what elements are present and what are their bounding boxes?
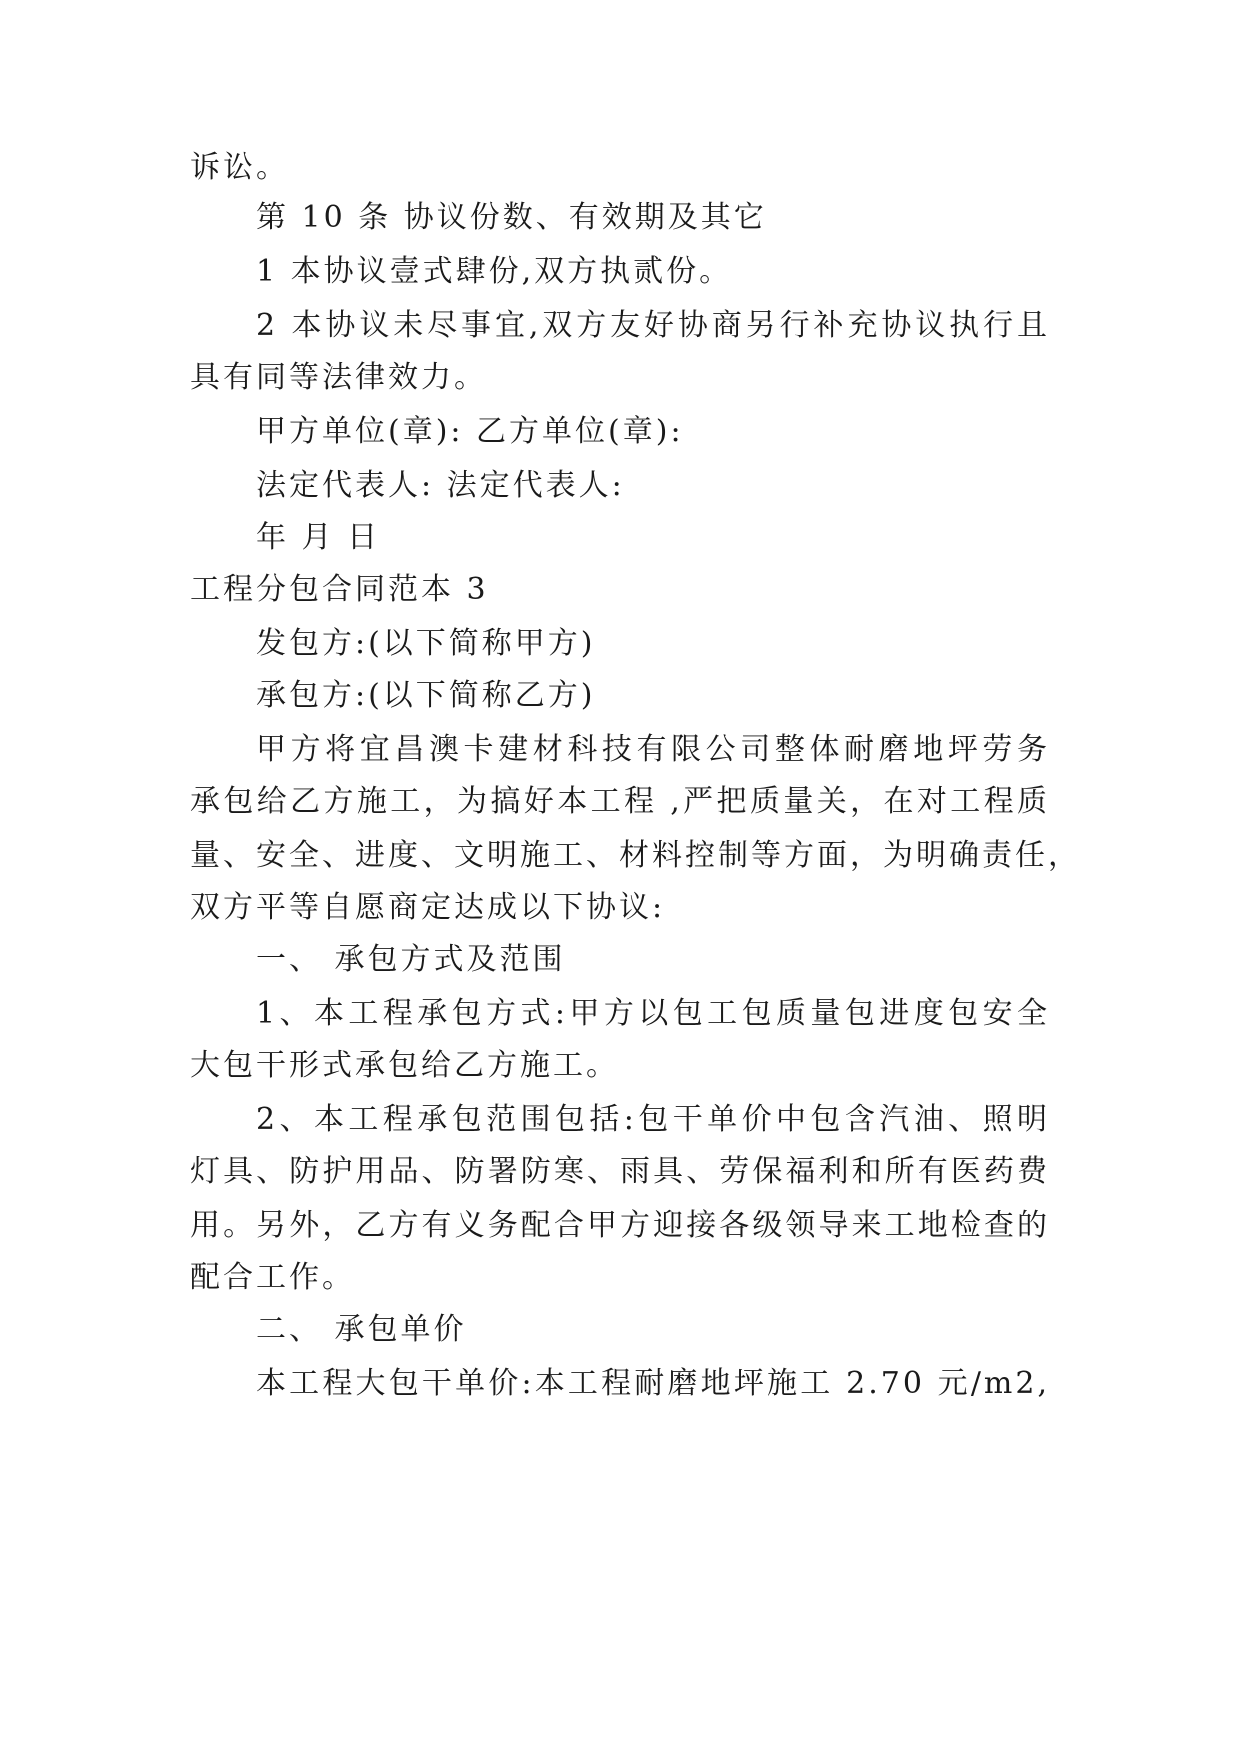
text-line: 配合工作。: [190, 1260, 355, 1295]
text-line: 诉讼。: [190, 150, 289, 185]
section-heading: 一、 承包方式及范围: [256, 942, 566, 977]
party-line: 发包方:(以下简称甲方): [256, 626, 596, 661]
date-line: 年 月 日: [256, 520, 381, 555]
text-line: 1 本协议壹式肆份,双方执贰份。: [256, 254, 733, 289]
party-line: 承包方:(以下简称乙方): [256, 678, 596, 713]
text-line: 用。另外，乙方有义务配合甲方迎接各级领导来工地检查的: [190, 1208, 1050, 1243]
text-line: 具有同等法律效力。: [190, 360, 487, 395]
section-heading: 二、 承包单价: [256, 1312, 467, 1347]
text-line: 2 本协议未尽事宜,双方友好协商另行补充协议执行且: [256, 308, 1050, 343]
text-line: 量、安全、进度、文明施工、材料控制等方面，为明确责任，: [190, 838, 1081, 873]
section-heading: 第 10 条 协议份数、有效期及其它: [256, 200, 767, 235]
document-title: 工程分包合同范本 3: [190, 572, 489, 607]
text-line: 承包给乙方施工，为搞好本工程 ,严把质量关，在对工程质: [190, 784, 1050, 819]
signature-line: 法定代表人: 法定代表人:: [256, 468, 625, 503]
text-line: 1、本工程承包方式:甲方以包工包质量包进度包安全: [256, 996, 1050, 1031]
text-line: 大包干形式承包给乙方施工。: [190, 1048, 619, 1083]
text-line: 本工程大包干单价:本工程耐磨地坪施工 2.70 元/m2,: [256, 1366, 1050, 1401]
text-line: 甲方将宜昌澳卡建材科技有限公司整体耐磨地坪劳务: [256, 732, 1050, 767]
text-line: 2、本工程承包范围包括:包干单价中包含汽油、照明: [256, 1102, 1050, 1137]
signature-line: 甲方单位(章): 乙方单位(章):: [256, 414, 684, 449]
text-line: 双方平等自愿商定达成以下协议:: [190, 890, 666, 925]
text-line: 灯具、防护用品、防署防寒、雨具、劳保福利和所有医药费: [190, 1154, 1050, 1189]
